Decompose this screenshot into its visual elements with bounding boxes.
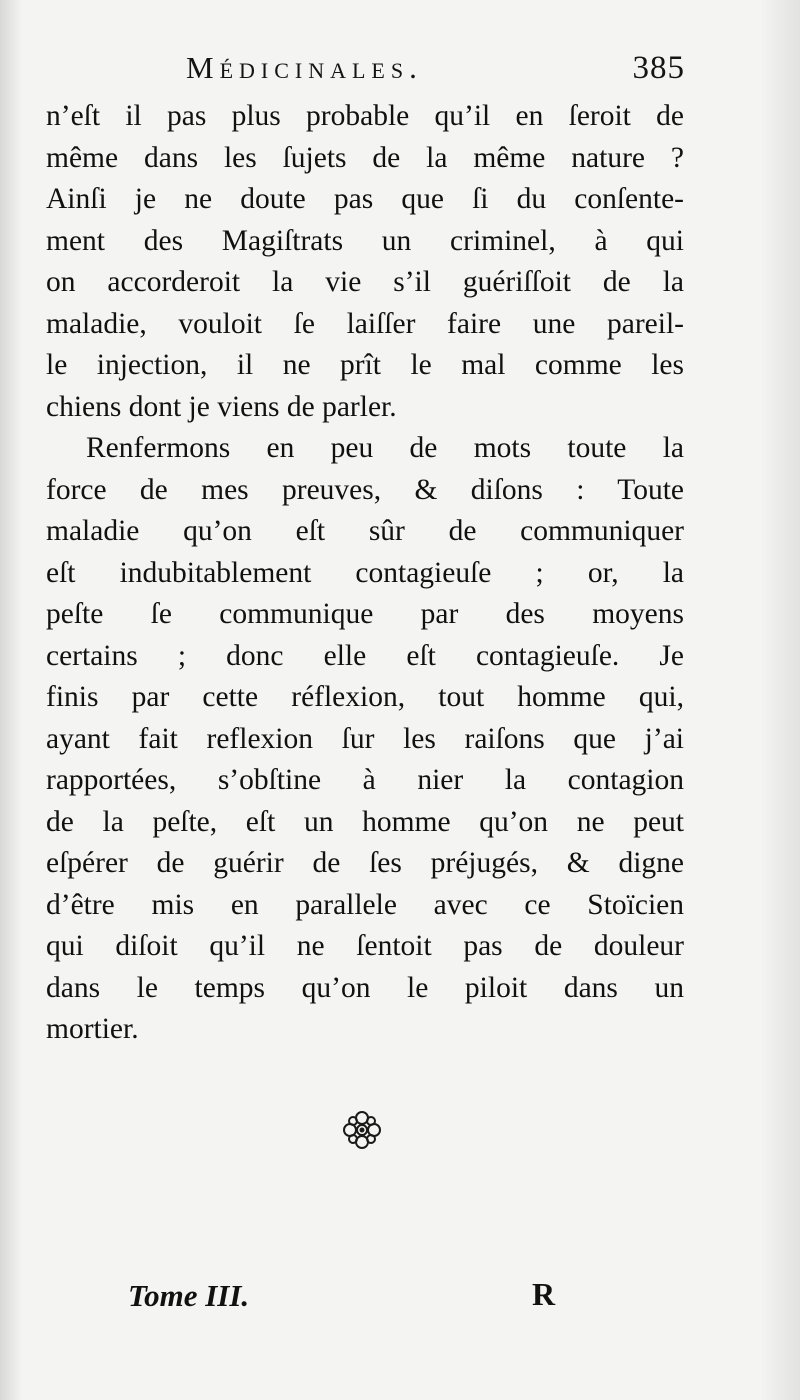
text-line: maladie qu’on eſt sûr de communiquer — [46, 515, 684, 547]
text-line: peſte ſe communique par des moyens — [46, 598, 684, 630]
floral-ornament-icon — [340, 1108, 384, 1152]
text-line: chiens dont je viens de parler. — [46, 390, 397, 423]
volume-label: Tome III. — [128, 1278, 250, 1313]
page-number: 385 — [632, 50, 685, 86]
text-line: mortier. — [46, 1013, 139, 1045]
running-head: Médicinales. — [186, 50, 423, 85]
text-line: qui diſoit qu’il ne ſentoit pas de douleur — [46, 930, 684, 962]
text-line: de la peſte, eſt un homme qu’on ne peut — [46, 805, 684, 838]
text-line: même dans les ſujets de la même nature ? — [46, 141, 684, 174]
text-line: eſpérer de guérir de ſes préjugés, & digne — [46, 847, 684, 879]
text-line: Ainſi je ne doute pas que ſi du conſente- — [46, 183, 684, 215]
text-line: ayant fait reflexion ſur les raiſons que j’ai — [46, 722, 684, 755]
text-line: Renfermons en peu de mots toute la — [86, 432, 684, 464]
text-line: finis par cette réflexion, tout homme qui, — [46, 681, 684, 713]
text-line: d’être mis en parallele avec ce Stoïcien — [46, 888, 684, 921]
text-line: rapportées, s’obſtine à nier la contagion — [46, 764, 684, 796]
signature-mark: R — [532, 1276, 556, 1312]
text-line: n’eſt il pas plus probable qu’il en ſeroit de — [46, 100, 684, 132]
text-line: ment des Magiſtrats un criminel, à qui — [46, 224, 684, 257]
text-line: maladie, vouloit ſe laiſſer faire une pareil- — [46, 307, 684, 340]
text-line: le injection, il ne prît le mal comme les — [46, 349, 684, 381]
body-text — [46, 96, 684, 1051]
text-line: dans le temps qu’on le piloit dans un — [46, 971, 684, 1004]
text-line: on accorderoit la vie s’il guériſſoit de la — [46, 266, 684, 298]
text-line: certains ; donc elle eſt contagieuſe. Je — [46, 639, 684, 672]
text-line: eſt indubitablement contagieuſe ; or, la — [46, 556, 684, 589]
text-line: force de mes preuves, & diſons : Toute — [46, 473, 684, 506]
page-header — [46, 50, 685, 94]
